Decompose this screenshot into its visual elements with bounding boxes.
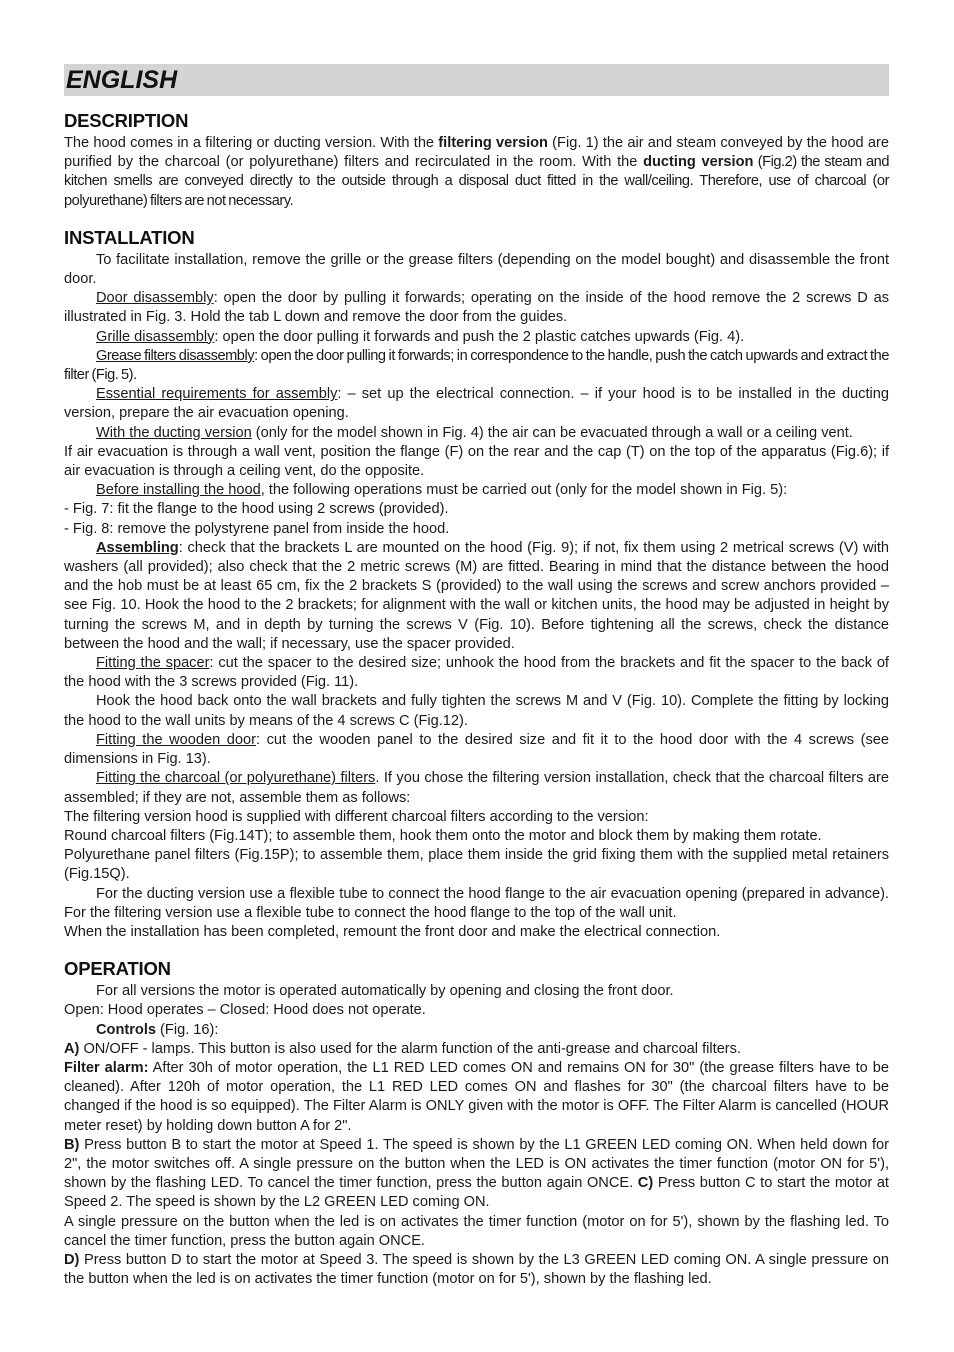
fig7-step: - Fig. 7: fit the flange to the hood using 2 screws (provided). [64, 501, 449, 518]
assembling-paragraph [64, 539, 889, 654]
filter-alarm-text: After 30h of motor operation, the L1 RED LED comes ON and remains ON for 30" (the grease filters have to be cleaned). After 120h of motor operation, the L1 RED LED comes ON and flashes for 30" (the charcoal filters have to be changed if the hood is so equipped). The Filter Alarm is ONLY given with the motor is OFF. The Filter Alarm is cancelled (HOUR meter reset) by holding down button A for 2". [64, 1059, 889, 1134]
button-c-text: Press button C to start the motor at Speed 2. The speed is shown by the L2 GREEN LED coming ON. [64, 1175, 889, 1211]
before-installing-paragraph [64, 481, 889, 500]
install-intro: To facilitate installation, remove the grille or the grease filters (depending on the model bought) and disassemble the front door. [64, 251, 889, 288]
description-text-2: (Fig. 1) the air and steam conveyed by the hood are purified by the charcoal (or polyurethane) filters and recirculated in the room. With the [64, 135, 890, 171]
wooden-door-title: Fitting the wooden door [96, 731, 256, 748]
spacer-title: Fitting the spacer [96, 655, 210, 672]
fig8-step: - Fig. 8: remove the polystyrene panel from inside the hood. [64, 520, 450, 537]
door-disassembly-text: : open the door by pulling it forwards; operating on the inside of the hood remove the 2 screws D as illustrated in Fig. 3. Hold the tab L down and remove the door from the guides. [64, 290, 889, 326]
charcoal-filters-paragraph [64, 769, 889, 807]
controls-title: Controls [96, 1021, 156, 1038]
grille-disassembly-paragraph [64, 328, 889, 347]
assembling-title: Assembling [96, 539, 179, 556]
grease-filters-paragraph [64, 347, 889, 385]
air-evacuation-paragraph: If air evacuation is through a wall vent, position the flange (F) on the rear and the cap (T) on the top of the apparatus (Fig.6); if air evacuation is through a ceiling vent, do the opposite. [64, 443, 889, 480]
door-disassembly-paragraph [64, 289, 889, 327]
grease-filters-text: : open the door pulling it forwards; in correspondence to the handle, push the catch upwards and extract the filter (Fig. 5). [64, 347, 889, 384]
spacer-text: : cut the spacer to the desired size; unhook the hood from the brackets and fit the spacer to the back of the hood with the 3 screws provided (Fig. 11). [64, 655, 889, 691]
manual-page [64, 64, 889, 1305]
button-c-timer-paragraph: A single pressure on the button when the led is on activates the timer function (motor on for 5'), shown by the flashing led. To cancel the timer function, press the button again ONCE. [64, 1213, 889, 1249]
button-a-paragraph [64, 1040, 889, 1059]
description-text-1: The hood comes in a filtering or ducting version. With the [64, 135, 439, 151]
panel-filters-paragraph: Polyurethane panel filters (Fig.15P); to assemble them, place them inside the grid fixing them with the supplied metal retainers (Fig.15Q). [64, 847, 889, 883]
charcoal-filters-title: Fitting the charcoal (or polyurethane) filters [96, 770, 376, 787]
filter-alarm-paragraph [64, 1059, 889, 1136]
controls-text: (Fig. 16): [156, 1021, 219, 1038]
door-disassembly-title: Door disassembly [96, 290, 214, 307]
ducting-version-paragraph [64, 424, 889, 443]
flexible-tube-paragraph: For the ducting version use a flexible tube to connect the hood flange to the air evacuation opening (prepared in advance). For the filtering version use a flexible tube to connect the hood flange to the top of the wall unit. [64, 885, 889, 921]
requirements-paragraph [64, 385, 889, 423]
button-a-label: A) [64, 1040, 80, 1057]
hook-back-paragraph: Hook the hood back onto the wall brackets and fully tighten the screws M and V (Fig. 10). Complete the fitting by locking the hood to the wall units by means of the 4 screws C (Fig.12). [64, 693, 889, 729]
ducting-version-title: With the ducting version [96, 424, 252, 441]
requirements-title: Essential requirements for assembly [96, 386, 338, 403]
before-installing-text: , the following operations must be carried out (only for the model shown in Fig. 5): [260, 482, 788, 499]
description-section [64, 110, 889, 211]
description-heading: DESCRIPTION [64, 110, 189, 131]
description-text-3: (Fig.2) the steam and kitchen smells are conveyed directly to the outside through a disposal duct fitted in the wall/ceiling. Therefore, use of charcoal (or polyurethane) filters are not necessary. [64, 154, 889, 209]
wooden-door-text: : cut the wooden panel to the desired size and fit it to the hood door with the 4 screws (see dimensions in Fig. 13). [64, 731, 889, 768]
grille-disassembly-title: Grille disassembly [96, 328, 215, 345]
controls-paragraph [64, 1021, 889, 1040]
wooden-door-paragraph [64, 731, 889, 769]
ducting-version-text: (only for the model shown in Fig. 4) the air can be evacuated through a wall or a ceiling vent. [251, 424, 853, 441]
button-d-paragraph [64, 1251, 889, 1289]
description-paragraph [64, 134, 889, 211]
grease-filters-title: Grease filters disassembly [96, 347, 255, 364]
language-heading: ENGLISH [64, 64, 889, 96]
button-b-text: Press button B to start the motor at Speed 1. The speed is shown by the L1 GREEN LED coming ON. When held down for 2", the motor switches off. A single pressure on the button when the LED is ON activates the timer function (motor ON for 5'), shown by the flashing LED. To cancel the timer function, press the button again ONCE. [64, 1136, 889, 1192]
requirements-text: : – set up the electrical connection. – if your hood is to be installed in the ducting version, prepare the air evacuation opening. [64, 386, 889, 422]
button-d-text: Press button D to start the motor at Speed 3. The speed is shown by the L3 GREEN LED coming ON. A single pressure on the button when the led is on activates the timer function (motor on for 5'), shown by the flashing led. [64, 1251, 889, 1288]
installation-heading: INSTALLATION [64, 226, 195, 248]
filter-versions-paragraph: The filtering version hood is supplied with different charcoal filters according to the version: [64, 808, 649, 825]
button-c-label: C) [637, 1175, 654, 1192]
button-a-text: ON/OFF - lamps. This button is also used for the alarm function of the anti-grease and charcoal filters. [79, 1040, 742, 1057]
charcoal-filters-text: . If you chose the filtering version installation, check that the charcoal filters are assembled; if they are not, assemble them as follows: [64, 770, 890, 806]
round-filters-paragraph: Round charcoal filters (Fig.14T); to assemble them, hook them onto the motor and block them by making them rotate. [64, 827, 822, 844]
completion-paragraph: When the installation has been completed, remount the front door and make the electrical connection. [64, 923, 721, 940]
button-b-c-paragraph [64, 1136, 889, 1213]
open-closed-paragraph: Open: Hood operates – Closed: Hood does not operate. [64, 1002, 426, 1019]
grille-disassembly-text: : open the door pulling it forwards and push the 2 plastic catches upwards (Fig. 4). [214, 328, 745, 345]
filtering-version-term: filtering version [438, 135, 548, 151]
button-d-label: D) [64, 1251, 80, 1268]
ducting-version-term: ducting version [643, 154, 754, 171]
button-b-label: B) [64, 1136, 80, 1153]
operation-intro: For all versions the motor is operated automatically by opening and closing the front door. [96, 983, 674, 1000]
operation-heading: OPERATION [64, 958, 171, 980]
before-installing-title: Before installing the hood [96, 482, 261, 499]
installation-section [64, 227, 889, 942]
filter-alarm-label: Filter alarm: [64, 1059, 149, 1076]
operation-section [64, 958, 889, 1289]
assembling-text: : check that the brackets L are mounted on the hood (Fig. 9); if not, fix them using 2 metrical screws (V) with washers (all provided); also check that the 2 metric screws (M) are fitted. Bearing in mind that the distance between the hood and the hob must be at least 65 cm, fix the 2 brackets S (provided) to the wall using the screws and screw anchors provided – see Fig. 10. Hook the hood to the 2 brackets; for alignment with the wall or kitchen units, the hood may be adjusted in height by turning the screws M, and in depth by turning the screws V (Fig. 10). Before tightening all the screws, check the distance between the hood and the wall; if necessary, use the spacer provided. [64, 539, 889, 652]
spacer-paragraph [64, 654, 889, 692]
